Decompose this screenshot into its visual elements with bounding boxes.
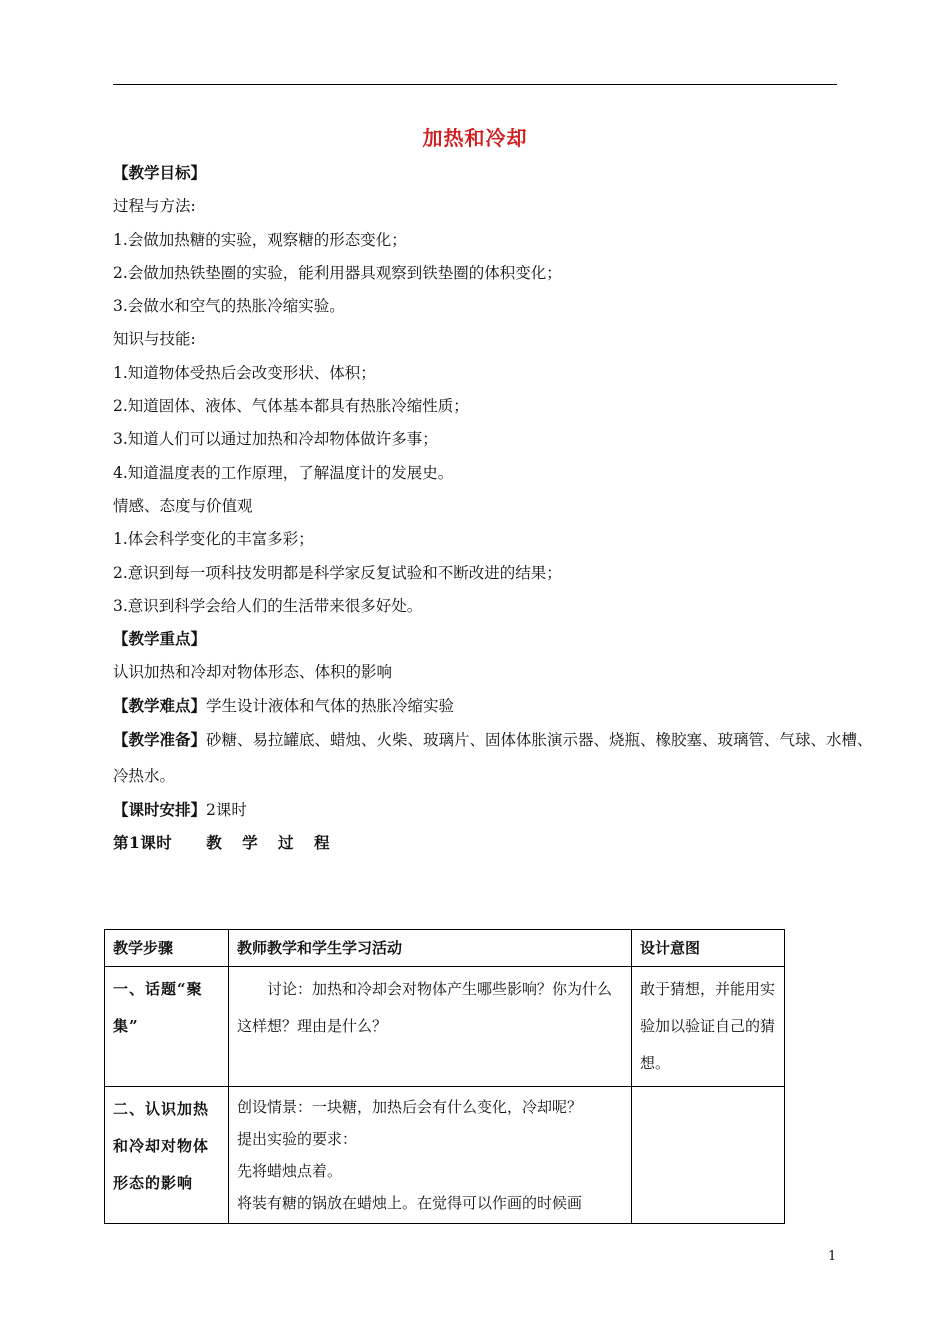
activity-line: 将装有糖的锅放在蜡烛上。在觉得可以作画的时候画 (237, 1194, 583, 1212)
activity-line: 先将蜡烛点着。 (237, 1162, 343, 1180)
schedule-heading: 【课时安排】 (113, 800, 207, 820)
emotion-item: 1.体会科学变化的丰富多彩； (113, 530, 314, 549)
prep-heading: 【教学准备】 (113, 730, 207, 750)
knowledge-heading: 知识与技能: (113, 330, 196, 349)
process-item: 2.会做加热铁垫圈的实验，能利用器具观察到铁垫圈的体积变化； (113, 263, 562, 282)
table-row (105, 967, 785, 1087)
activity-text: 讨论：加热和冷却会对物体产生哪些影响？你为什么这样想？理由是什么？ (237, 980, 613, 1035)
emotion-heading: 情感、态度与价值观 (113, 496, 253, 515)
process-heading: 过程与方法: (113, 197, 196, 216)
header-rule (113, 84, 837, 85)
prep-text-cont: 冷热水。 (113, 767, 176, 786)
knowledge-item: 1.知道物体受热后会改变形状、体积； (113, 363, 376, 382)
emotion-item: 2.意识到每一项科技发明都是科学家反复试验和不断改进的结果； (113, 563, 562, 582)
row-design: 敢于猜想，并能用实验加以验证自己的猜想。 (632, 967, 785, 1087)
table-row (105, 1087, 785, 1224)
schedule-text: 2课时 (206, 801, 247, 820)
lesson-word: 过 (278, 833, 295, 853)
knowledge-item: 4.知道温度表的工作原理，了解温度计的发展史。 (113, 463, 454, 482)
key-point-heading: 【教学重点】 (113, 629, 207, 649)
knowledge-item: 2.知道固体、液体、气体基本都具有热胀冷缩性质； (113, 397, 469, 416)
process-item: 3.会做水和空气的热胀冷缩实验。 (113, 297, 345, 316)
knowledge-item: 3.知道人们可以通过加热和冷却物体做许多事； (113, 430, 438, 449)
row-design (632, 1087, 785, 1224)
document-title: 加热和冷却 (422, 126, 528, 150)
prep-text: 砂糖、易拉罐底、蜡烛、火柴、玻璃片、固体体胀演示器、烧瓶、橡胶塞、玻璃管、气球、水槽、 (206, 731, 873, 750)
activity-line: 创设情景：一块糖，加热后会有什么变化，冷却呢？ (237, 1098, 583, 1116)
document-body (113, 160, 873, 864)
objectives-heading: 【教学目标】 (113, 163, 207, 182)
lesson-label: 第1课时 (113, 833, 173, 853)
header-step: 教学步骤 (105, 930, 229, 967)
schedule-line (113, 797, 853, 830)
row-step: 一、话题“聚集” (105, 967, 229, 1087)
key-point-text: 认识加热和冷却对物体形态、体积的影响 (113, 663, 393, 682)
table-header-row (105, 930, 785, 967)
lesson-plan-table (104, 929, 785, 1224)
difficulty-text: 学生设计液体和气体的热胀冷缩实验 (206, 696, 455, 715)
emotion-item: 3.意识到科学会给人们的生活带来很多好处。 (113, 596, 423, 615)
lesson-word: 程 (313, 833, 330, 853)
lesson-title (113, 830, 853, 863)
header-design: 设计意图 (632, 930, 785, 967)
lesson-word: 教 (206, 833, 223, 853)
lesson-word: 学 (242, 833, 259, 853)
row-activity (229, 1087, 632, 1224)
activity-line: 提出实验的要求： (237, 1130, 358, 1148)
header-activity: 教师教学和学生学习活动 (229, 930, 632, 967)
prep-line (113, 726, 873, 762)
row-activity (229, 967, 632, 1087)
page-number: 1 (828, 1249, 837, 1264)
difficulty-line (113, 693, 853, 726)
process-item: 1.会做加热糖的实验，观察糖的形态变化； (113, 230, 407, 249)
row-step: 二、认识加热和冷却对物体形态的影响 (105, 1087, 229, 1224)
difficulty-heading: 【教学难点】 (113, 695, 207, 715)
